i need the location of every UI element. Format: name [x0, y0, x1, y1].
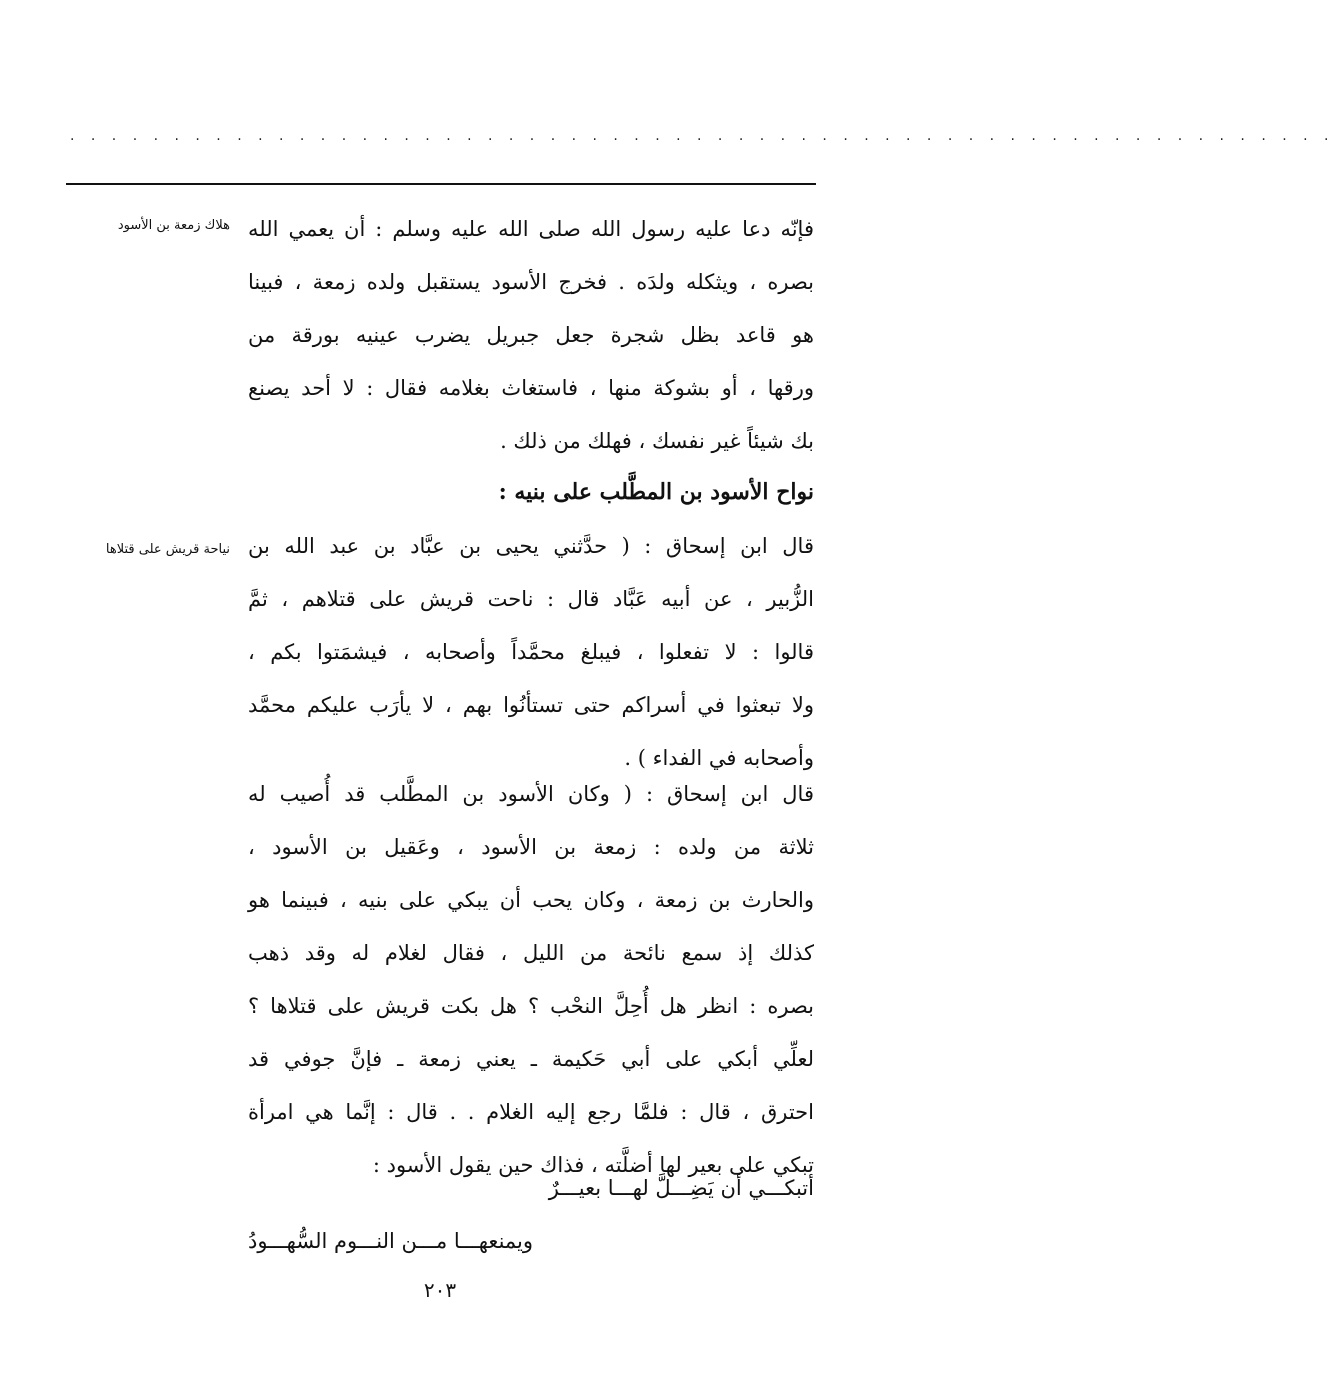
page-number: ٢٠٣: [423, 1278, 457, 1302]
margin-note-quraysh-mourning: نياحة قريش على قتلاها: [105, 542, 230, 557]
section-heading: نواح الأسود بن المطَّلب على بنيه :: [498, 479, 814, 505]
text-line: ثلاثة من ولده : زمعة بن الأسود ، وعَقيل بن الأسود ،: [248, 835, 814, 859]
header-rule: [66, 183, 816, 185]
text-line: الزُّبير ، عن أبيه عَبَّاد قال : ناحت قريش على قتلاهم ، ثمَّ: [248, 587, 814, 611]
text-line: فإنّه دعا عليه رسول الله صلى الله عليه وسلم : أن يعمي الله: [248, 217, 814, 241]
text-line: بصره : انظر هل أُحِلَّ النحْب ؟ هل بكت قريش على قتلاها ؟: [248, 994, 814, 1018]
text-line: ولا تبعثوا في أسراكم حتى تستأنُوا بهم ، لا يأرَب عليكم محمَّد: [248, 693, 814, 717]
poem-hemistich-1: أتبكـــي أن يَضِـــلَّ لهـــا بعيـــرٌ: [548, 1176, 814, 1200]
poem: [248, 1162, 814, 1268]
text-line: قال ابن إسحاق : ( وكان الأسود بن المطَّلب قد أُصيب له: [248, 782, 814, 806]
poem-hemistich-2: ويمنعهـــا مـــن النـــوم السُّهـــودُ: [248, 1229, 534, 1253]
text-line: والحارث بن زمعة ، وكان يحب أن يبكي على بنيه ، فبينما هو: [248, 888, 814, 912]
text-line: قالوا : لا تفعلوا ، فيبلغ محمَّداً وأصحابه ، فيشمَتوا بكم ،: [248, 640, 814, 664]
text-line: هو قاعد بظل شجرة جعل جبريل يضرب عينيه بورقة من: [248, 323, 814, 347]
dotted-separator: · · · · · · · · · · · · · · · · · · · · · · · · · · · · · · · · · · · · · · · · · · · · · · · · · · · · · · · · · · · · ·: [70, 132, 1334, 148]
text-line: ورقها ، أو بشوكة منها ، فاستغاث بغلامه فقال : لا أحد يصنع: [248, 376, 814, 400]
text-line: كذلك إذ سمع نائحة من الليل ، فقال لغلام له وقد ذهب: [248, 941, 814, 965]
text-line: بصره ، ويثكله ولدَه . فخرج الأسود يستقبل ولده زمعة ، فبينا: [248, 270, 814, 294]
text-line: احترق ، قال : فلمَّا رجع إليه الغلام . . قال : إنَّما هي امرأة: [248, 1100, 814, 1124]
text-line: تبكي على بعير لها أضلَّته ، فذاك حين يقول الأسود :: [372, 1153, 814, 1177]
paragraph-2: [248, 520, 814, 785]
text-line: لعلِّي أبكي على أبي حَكيمة ـ يعني زمعة ـ فإنَّ جوفي قد: [248, 1047, 814, 1071]
paragraph-3: [248, 768, 814, 1192]
text-line: وأصحابه في الفداء ) .: [624, 746, 814, 770]
paragraph-1: [248, 203, 814, 468]
margin-note-zamaa-death: هلاك زمعة بن الأسود: [117, 218, 230, 233]
text-line: بك شيئاً غير نفسك ، فهلك من ذلك .: [500, 429, 814, 453]
text-line: قال ابن إسحاق : ( حدَّثني يحيى بن عبَّاد بن عبد الله بن: [248, 534, 814, 558]
